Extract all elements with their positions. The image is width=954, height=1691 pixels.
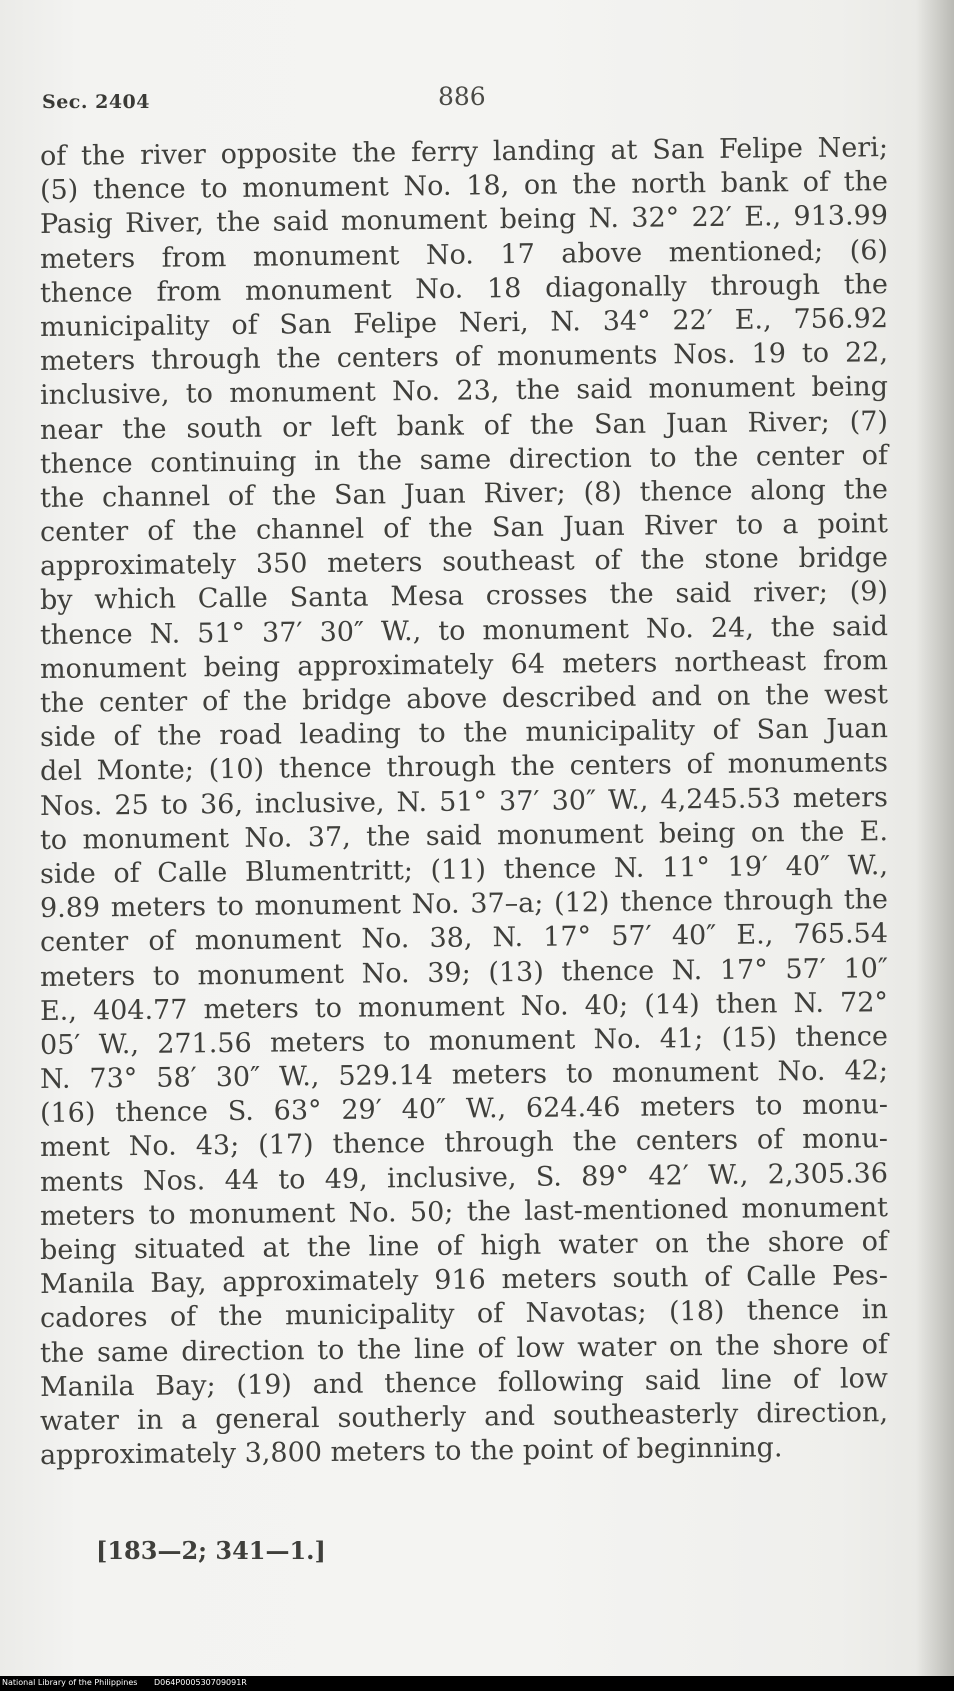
footer-text: [2, 1678, 247, 1687]
text-line: meters to monument No. 39; (13) thence N. 17° 57′ 10″: [39, 952, 889, 993]
text-line: Manila Bay; (19) and thence following said line of low: [39, 1362, 889, 1403]
text-line: municipality of San Felipe Neri, N. 34° 22′ E., 756.92: [39, 303, 889, 343]
text-line: Nos. 25 to 36, inclusive, N. 51° 37′ 30″ W., 4,245.53 meters: [39, 781, 889, 822]
text-line: inclusive, to monument No. 23, the said monument being: [39, 371, 889, 412]
text-line: thence from monument No. 18 diagonally through the: [39, 268, 889, 309]
text-line: ment No. 43; (17) thence through the centers of monu-: [39, 1123, 889, 1164]
text-line: the channel of the San Juan River; (8) thence along the: [39, 473, 889, 514]
text-line: (16) thence S. 63° 29′ 40″ W., 624.46 meters to monu-: [39, 1089, 889, 1130]
text-line: del Monte; (10) thence through the centers of monuments: [39, 747, 889, 788]
page-gutter-shadow: [916, 0, 954, 1691]
body-text: [39, 132, 889, 1473]
text-line: cadores of the municipality of Navotas; (18) thence in: [39, 1294, 889, 1335]
text-line: of the river opposite the ferry landing at San Felipe Neri;: [39, 132, 889, 172]
text-line: meters from monument No. 17 above mentioned; (6): [39, 234, 889, 275]
footer-library: National Library of the Philippines: [2, 1678, 138, 1687]
text-line: being situated at the line of high water on the shore of: [39, 1226, 889, 1266]
footer-identifier: D064P000530709091R: [153, 1678, 247, 1687]
text-line: thence continuing in the same direction to the center of: [39, 439, 889, 480]
text-line: Pasig River, the said monument being N. 32° 22′ E., 913.99: [39, 200, 889, 241]
page-number: 886: [438, 82, 486, 111]
citation: [183—2; 341—1.]: [96, 1536, 326, 1565]
text-line: side of Calle Blumentritt; (11) thence N. 11° 19′ 40″ W.,: [39, 850, 889, 890]
text-line: the center of the bridge above described and on the west: [39, 679, 889, 719]
text-line: ments Nos. 44 to 49, inclusive, S. 89° 42′ W., 2,305.36: [39, 1157, 889, 1198]
text-line: approximately 350 meters southeast of the stone bridge: [39, 542, 889, 583]
text-line: approximately 3,800 meters to the point of beginning.: [39, 1432, 783, 1472]
text-line: to monument No. 37, the said monument being on the E.: [39, 815, 889, 856]
text-line: 05′ W., 271.56 meters to monument No. 41; (15) thence: [39, 1020, 889, 1061]
text-line: thence N. 51° 37′ 30″ W., to monument No. 24, the said: [39, 610, 889, 651]
text-line: water in a general southerly and southeasterly direction,: [39, 1397, 889, 1437]
text-line: (5) thence to monument No. 18, on the north bank of the: [39, 166, 889, 207]
text-line: center of monument No. 38, N. 17° 57′ 40″ E., 765.54: [39, 918, 889, 959]
text-line: meters to monument No. 50; the last-mentioned monument: [39, 1191, 889, 1232]
text-line: by which Calle Santa Mesa crosses the said river; (9): [39, 576, 889, 617]
text-line: monument being approximately 64 meters northeast from: [39, 644, 889, 685]
text-line: the same direction to the line of low water on the shore of: [39, 1328, 889, 1369]
text-line: near the south or left bank of the San Juan River; (7): [39, 405, 889, 446]
text-line: E., 404.77 meters to monument No. 40; (14) then N. 72°: [39, 986, 889, 1027]
text-line: side of the road leading to the municipality of San Juan: [39, 713, 889, 754]
text-line: meters through the centers of monuments Nos. 19 to 22,: [39, 337, 889, 378]
text-line: center of the channel of the San Juan River to a point: [39, 508, 889, 549]
text-line: 9.89 meters to monument No. 37–a; (12) thence through the: [39, 884, 889, 925]
section-label: Sec. 2404: [42, 91, 150, 113]
text-line: Manila Bay, approximately 916 meters south of Calle Pes-: [39, 1260, 889, 1301]
text-line: N. 73° 58′ 30″ W., 529.14 meters to monument No. 42;: [39, 1055, 889, 1096]
